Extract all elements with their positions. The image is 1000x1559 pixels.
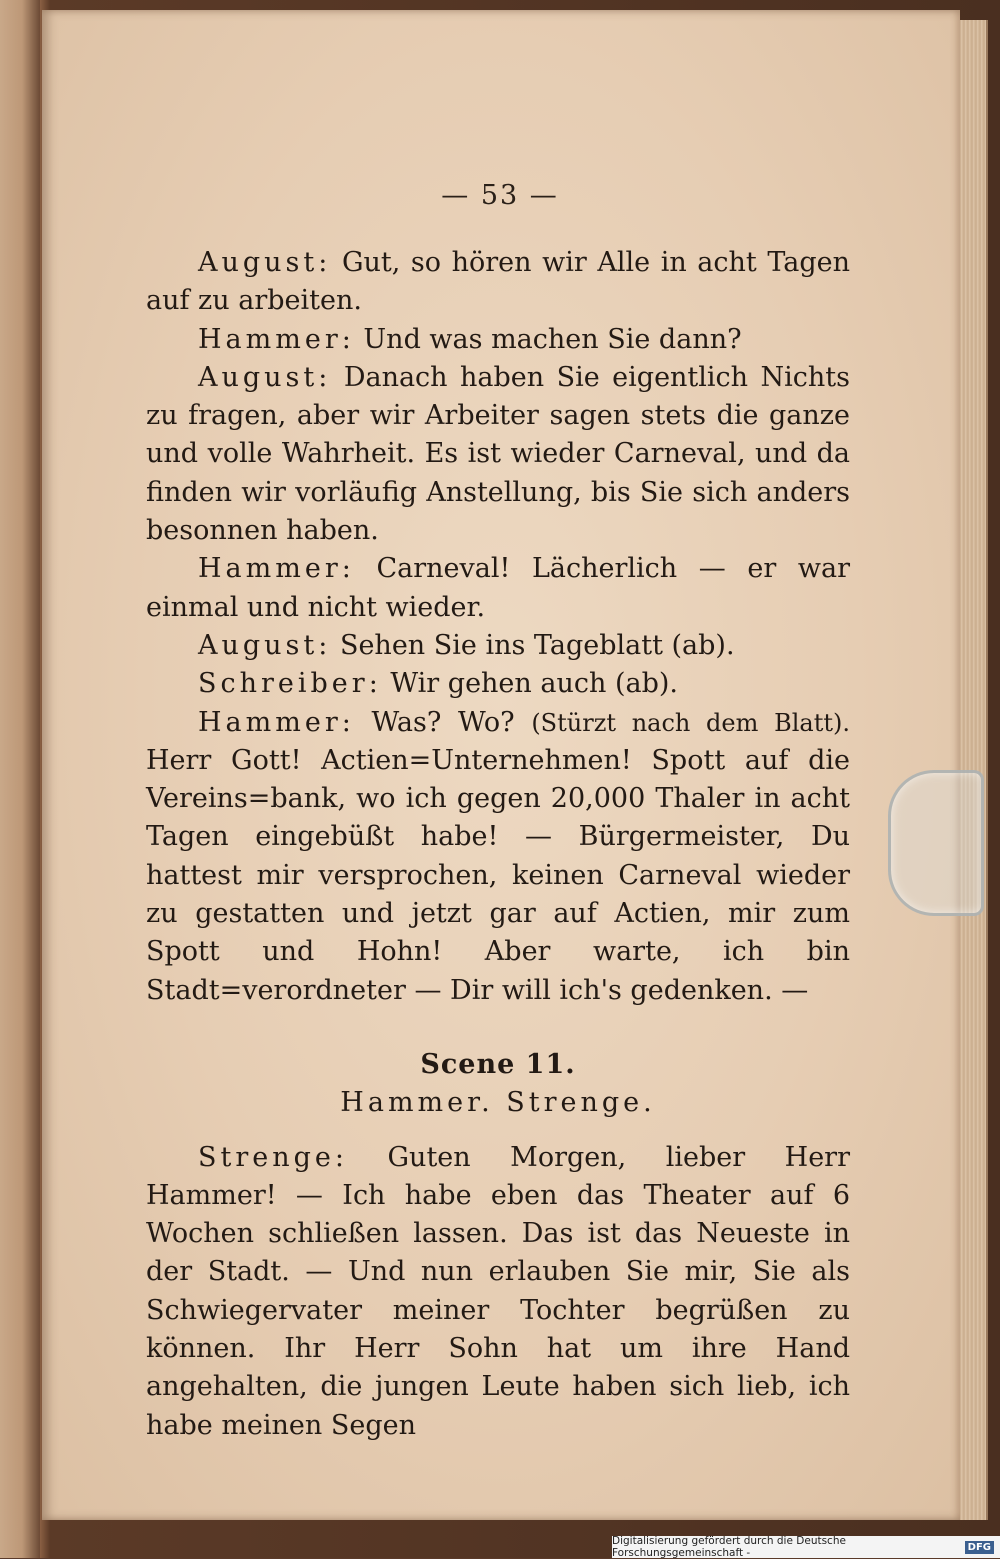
page-text bbox=[146, 244, 850, 1445]
speaker-name: August: bbox=[198, 361, 332, 393]
speaker-name: Hammer: bbox=[198, 706, 355, 738]
speaker-name: Schreiber: bbox=[198, 668, 382, 700]
dialogue-text: Guten Morgen, lieber Herr Hammer! — Ich habe eben das Theater auf 6 Wochen schließen lassen. Das ist das Neueste in der Stadt. — Und nun erlauben Sie mir, Sie als Schwiegervater meiner Tochter begrüßen zu können. Ihr Herr Sohn hat um ihre Hand angehalten, die jungen Leute haben sich lieb, ich habe meinen Segen bbox=[146, 1141, 850, 1441]
previous-page-edge bbox=[0, 0, 40, 1558]
speaker-name: August: bbox=[198, 629, 332, 661]
dialogue-paragraph bbox=[146, 244, 850, 321]
dialogue-text: Wir gehen auch (ab). bbox=[381, 668, 678, 700]
dialogue-text: Danach haben Sie eigentlich Nichts zu fragen, aber wir Arbeiter sagen stets die ganze und volle Wahrheit. Es ist wieder Carneval, und da finden wir vorläufig Anstellung, bis Sie sich anders besonnen haben. bbox=[146, 361, 850, 547]
speaker-name: Hammer: bbox=[198, 323, 355, 355]
dialogue-paragraph bbox=[146, 359, 850, 550]
page-clip bbox=[888, 770, 984, 916]
stage-direction: (Stürzt nach dem Blatt). bbox=[531, 708, 850, 737]
page-number: — 53 — bbox=[441, 180, 559, 211]
speaker-name: August: bbox=[198, 247, 332, 278]
dialogue-text: Und was machen Sie dann? bbox=[354, 323, 742, 355]
dialogue-text: Was? Wo? bbox=[354, 706, 532, 738]
speaker-name: Strenge: bbox=[198, 1141, 348, 1173]
dialogue-text: Gut, so hören wir Alle in acht Tagen auf zu arbeiten. bbox=[146, 247, 850, 317]
dialogue-paragraph bbox=[146, 550, 850, 627]
dialogue-paragraph bbox=[146, 627, 850, 665]
speaker-name: Hammer: bbox=[198, 553, 355, 585]
dfg-logo: DFG bbox=[965, 1541, 994, 1554]
dialogue-text: Sehen Sie ins Tageblatt (ab). bbox=[331, 629, 735, 661]
dialogue-paragraph bbox=[146, 665, 850, 703]
scene-characters: Hammer. Strenge. bbox=[340, 1087, 656, 1119]
dialogue-text: Carneval! Lächerlich — er war einmal und nicht wieder. bbox=[146, 553, 850, 623]
digitization-credit: Digitalisierung gefördert durch die Deutsche Forschungsgemeinschaft - bbox=[612, 1535, 846, 1559]
dialogue-paragraph bbox=[146, 1139, 850, 1445]
dialogue-text-continued: Herr Gott! Actien=Unternehmen! Spott auf die Vereins=bank, wo ich gegen 20,000 Thaler in acht Tagen eingebüßt habe! — Bürgermeister, Du hattest mir versprochen, keinen Carneval wieder zu gestatten und jetzt gar auf Actien, mir zum Spott und Hohn! Aber warte, ich bin Stadt=verordneter — Dir will ich's gedenken. — bbox=[146, 744, 850, 1006]
dialogue-paragraph bbox=[146, 321, 850, 359]
dialogue-paragraph bbox=[146, 704, 850, 1010]
scene-title: Scene 11. bbox=[420, 1048, 576, 1080]
digitization-credit-bar bbox=[612, 1536, 1000, 1558]
